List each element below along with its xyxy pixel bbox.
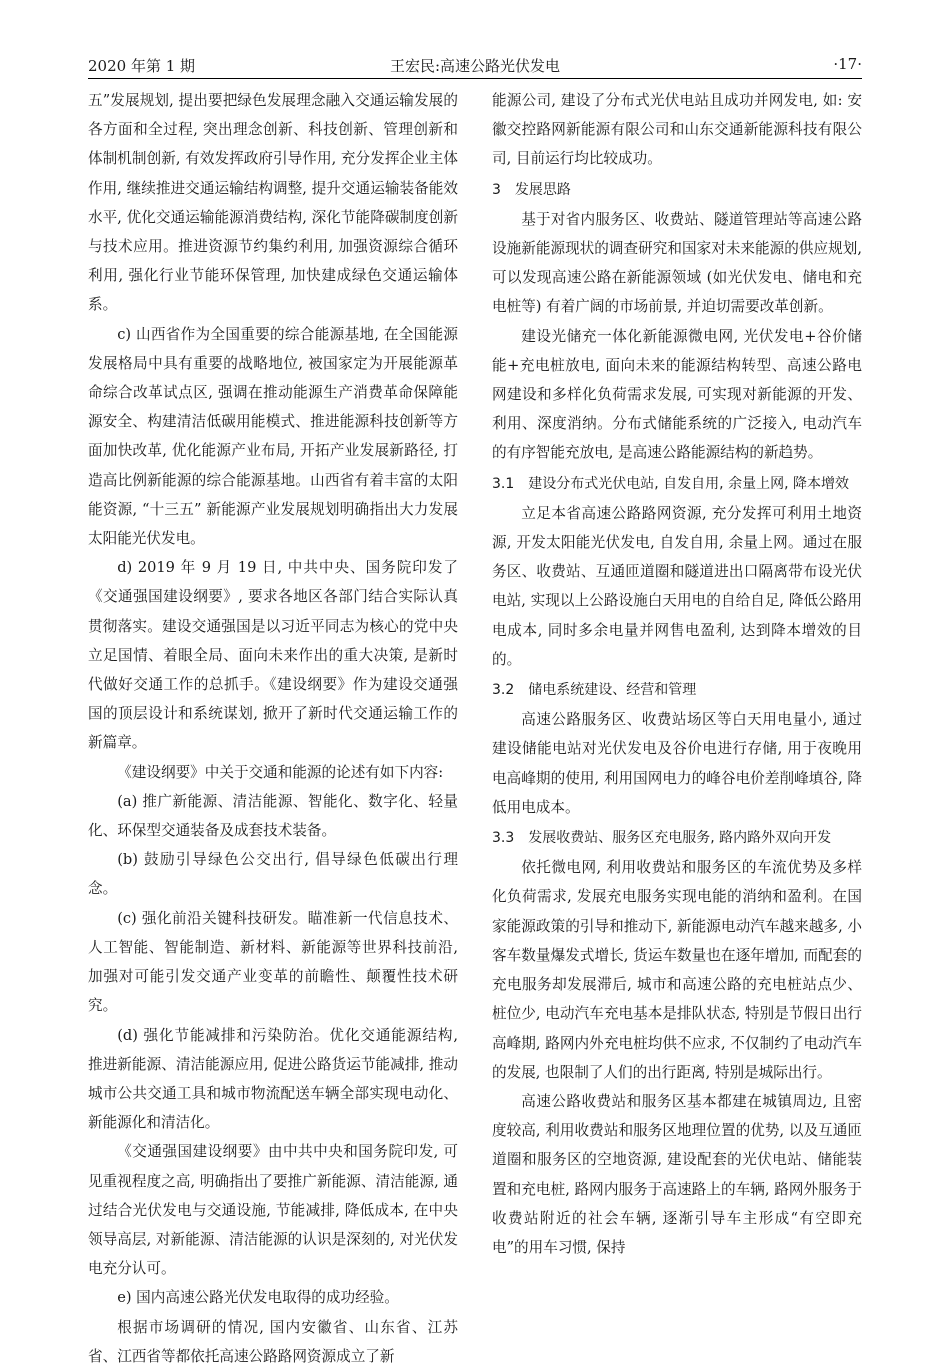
left-column <box>88 86 458 1371</box>
issue-label: 2020 年第 1 期 <box>88 57 196 75</box>
paragraph: 基于对省内服务区、收费站、隧道管理站等高速公路设施新能源现状的调查研究和国家对未来能源的供应规划, 可以发现高速公路在新能源领域 (如光伏发电、储电和充电桩等) 有着广阔的市场前景, 并迫切需要改革创新。 <box>492 210 862 316</box>
paragraph: 立足本省高速公路路网资源, 充分发挥可利用土地资源, 开发太阳能光伏发电, 自发自用, 余量上网。通过在服务区、收费站、互通匝道圈和隧道进出口隔离带布设光伏电站, 实现以上公路设施白天用电的自给自足, 降低公路用电成本, 同时多余电量并网售电盈利, 达到降本增效的目的。 <box>492 504 862 668</box>
paragraph: 高速公路服务区、收费站场区等白天用电量小, 通过建设储能电站对光伏发电及谷价电进行存储, 用于夜晚用电高峰期的使用, 利用国网电力的峰谷电价差削峰填谷, 降低用电成本。 <box>492 711 862 816</box>
right-column <box>492 86 862 1262</box>
list-item-c: (c) 强化前沿关键科技研发。瞄准新一代信息技术、人工智能、智能制造、新材料、新能源等世界科技前沿, 加强对可能引发交通产业变革的前瞻性、颠覆性技术研究。 <box>88 909 458 1015</box>
subsection-heading-3-2: 3.2 储电系统建设、经营和管理 <box>492 682 697 699</box>
list-item-d: (d) 强化节能减排和污染防治。优化交通能源结构, 推进新能源、清洁能源应用, 促进公路货运节能减排, 推动城市公共交通工具和城市物流配送车辆全部实现电动化、新能源化和清洁化。 <box>88 1026 458 1132</box>
paragraph: 根据市场调研的情况, 国内安徽省、山东省、江苏省、江西省等都依托高速公路路网资源成立了新 <box>88 1318 458 1365</box>
page-number: ·17· <box>833 55 862 73</box>
paragraph: 依托微电网, 利用收费站和服务区的车流优势及多样化负荷需求, 发展充电服务实现电能的消纳和盈利。在国家能源政策的引导和推动下, 新能源电动汽车越来越多, 小客车数量爆发式增长, 货运车数量也在逐年增加, 而配套的充电服务却发展滞后, 城市和高速公路的充电桩站点少、桩位少, 电动汽车充电基本是排队状态, 特别是节假日出行高峰期, 路网内外充电桩均供不应求, 不仅制约了电动汽车的发展, 也限制了人们的出行距离, 特别是城际出行。 <box>492 859 862 1081</box>
section-heading-3: 3 发展思路 <box>492 181 571 198</box>
paragraph: 《建设纲要》中关于交通和能源的论述有如下内容: <box>117 763 444 781</box>
list-item-b: (b) 鼓励引导绿色公交出行, 倡导绿色低碳出行理念。 <box>88 851 458 898</box>
running-header <box>88 52 862 79</box>
paragraph-item-d: d) 2019 年 9 月 19 日, 中共中央、国务院印发了《交通强国建设纲要》, 要求各地区各部门结合实际认真贯彻落实。建设交通强国是以习近平同志为核心的党中央立足国情、着眼全局、面向未来作出的重大决策, 是新时代做好交通工作的总抓手。《建设纲要》作为建设交通强国的顶层设计和系统谋划, 掀开了新时代交通运输工作的新篇章。 <box>88 559 458 752</box>
paragraph: 《交通强国建设纲要》由中共中央和国务院印发, 可见重视程度之高, 明确指出了要推广新能源、清洁能源, 通过结合光伏发电与交通设施, 节能减排, 降低成本, 在中央领导高层, 对新能源、清洁能源的认识是深刻的, 对光伏发电充分认可。 <box>88 1143 458 1278</box>
subsection-heading-3-1: 3.1 建设分布式光伏电站, 自发自用, 余量上网, 降本增效 <box>492 475 849 492</box>
paragraph: 能源公司, 建设了分布式光伏电站且成功并网发电, 如: 安徽交控路网新能源有限公司和山东交通新能源科技有限公司, 目前运行均比较成功。 <box>492 92 862 168</box>
paragraph: 建设光储充一体化新能源微电网, 光伏发电+谷价储能+充电桩放电, 面向未来的能源结构转型、高速公路电网建设和多样化负荷需求发展, 可实现对新能源的开发、利用、深度消纳。分布式储能系统的广泛接入, 电动汽车的有序智能充放电, 是高速公路能源结构的新趋势。 <box>492 327 862 462</box>
list-item-a: (a) 推广新能源、清洁能源、智能化、数字化、轻量化、环保型交通装备及成套技术装备。 <box>88 792 458 840</box>
paragraph-item-e: e) 国内高速公路光伏发电取得的成功经验。 <box>117 1289 399 1307</box>
running-title: 王宏民:高速公路光伏发电 <box>389 57 561 75</box>
paragraph-item-c: c) 山西省作为全国重要的综合能源基地, 在全国能源发展格局中具有重要的战略地位, 被国家定为开展能源革命综合改革试点区, 强调在推动能源生产消费革命保障能源安全、构建清洁低碳用能模式、推进能源科技创新等方面加快改革, 优化能源产业布局, 开拓产业发展新路径, 打造高比例新能源的综合能源基地。山西省有着丰富的太阳能资源, “十三五” 新能源产业发展规划明确指出大力发展太阳能光伏发电。 <box>88 325 458 548</box>
paragraph: 五”发展规划, 提出要把绿色发展理念融入交通运输发展的各方面和全过程, 突出理念创新、科技创新、管理创新和体制机制创新, 有效发挥政府引导作用, 充分发挥企业主体作用, 继续推进交通运输结构调整, 提升交通运输装备能效水平, 优化交通运输能源消费结构, 深化节能降碳制度创新与技术应用。推进资源节约集约利用, 加强资源综合循环利用, 强化行业节能环保管理, 加快建成绿色交通运输体系。 <box>88 92 458 314</box>
subsection-heading-3-3: 3.3 发展收费站、服务区充电服务, 路内路外双向开发 <box>492 830 832 847</box>
paragraph: 高速公路收费站和服务区基本都建在城镇周边, 且密度较高, 利用收费站和服务区地理位置的优势, 以及互通匝道圈和服务区的空地资源, 建设配套的光伏电站、储能装置和充电桩, 路网内服务于高速路上的车辆, 路网外服务于收费站附近的社会车辆, 逐渐引导车主形成“有空即充电”的用车习惯, 保持 <box>492 1092 862 1256</box>
